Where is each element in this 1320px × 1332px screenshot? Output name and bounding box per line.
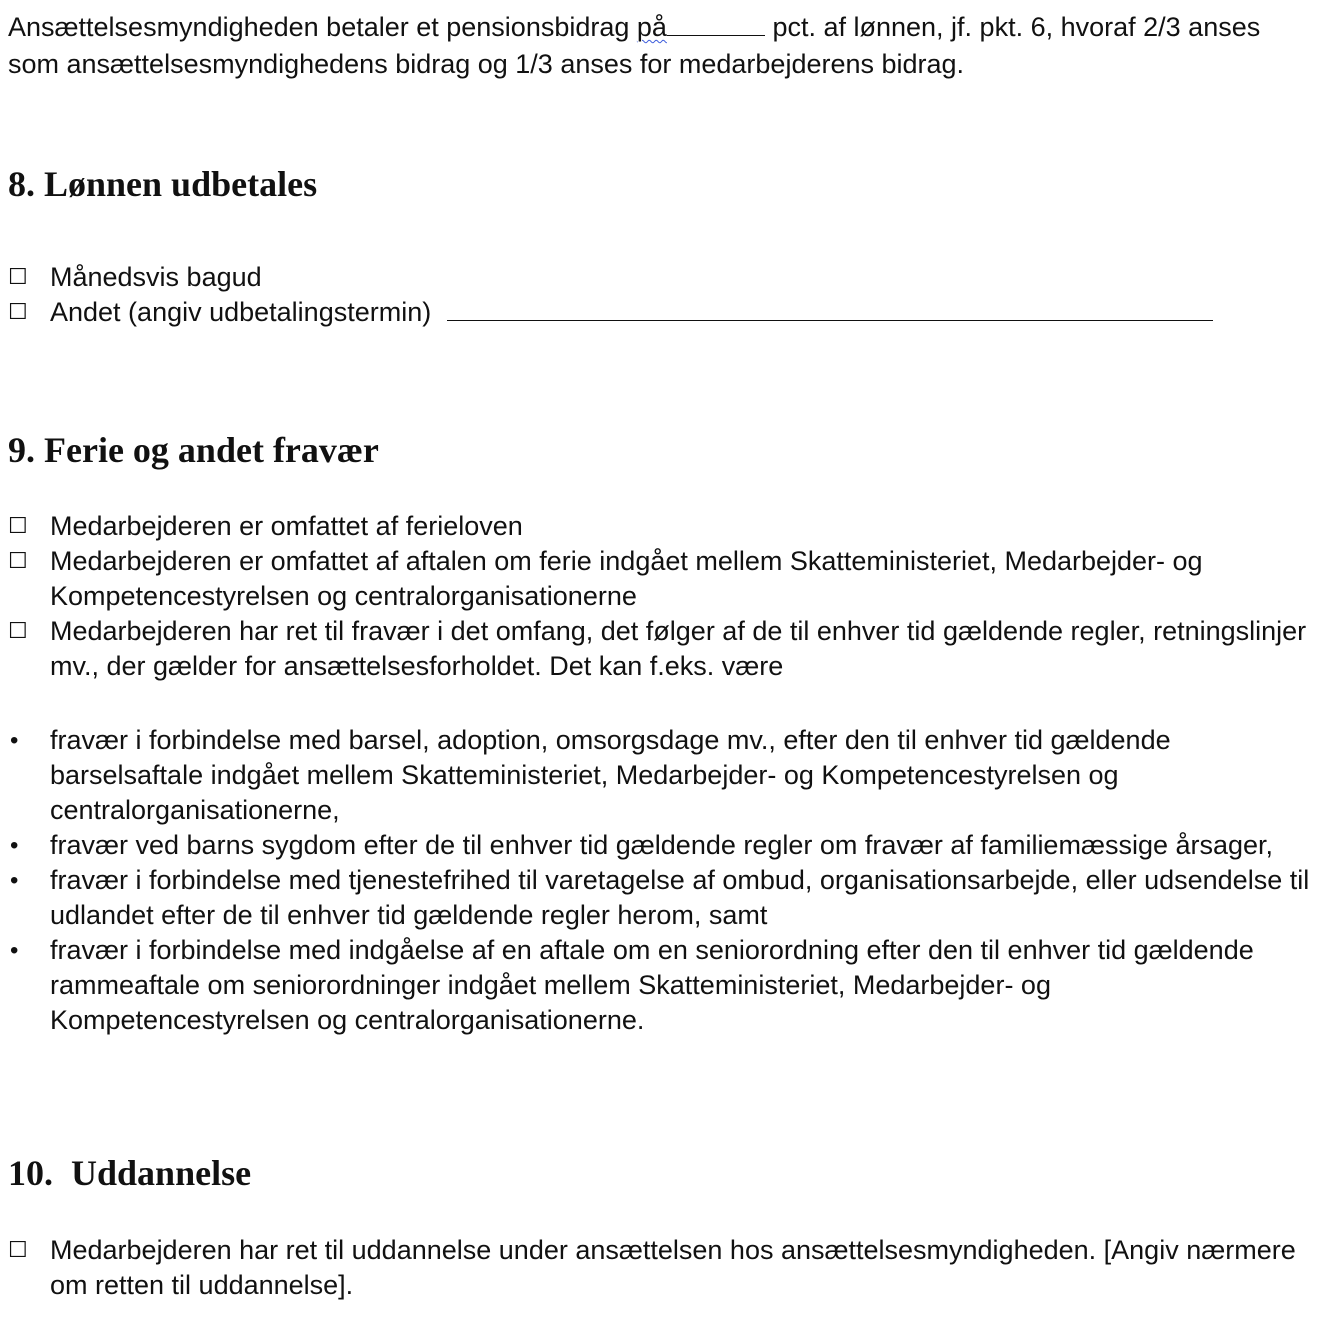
checkbox-icon[interactable]: ☐	[8, 300, 28, 325]
option-monthly	[8, 260, 1313, 295]
checkbox-icon[interactable]: ☐	[8, 619, 28, 644]
option-education	[8, 1233, 1313, 1303]
section-9-options	[8, 509, 1313, 684]
option-label: Medarbejderen har ret til uddannelse under ansættelsen hos ansættelsesmyndigheden. [Angiv nærmere om retten til uddannelse].	[50, 1235, 1296, 1300]
option-holiday-agreement	[8, 544, 1313, 614]
section-9-title: Ferie og andet fravær	[44, 430, 379, 470]
pension-text-before: Ansættelsesmyndigheden betaler et pensionsbidrag	[8, 12, 637, 42]
section-8-heading	[8, 162, 317, 206]
checkbox-icon[interactable]: ☐	[8, 1238, 28, 1263]
section-8-title: Lønnen udbetales	[44, 164, 318, 204]
absence-bullet-list	[8, 723, 1313, 1038]
option-label: Medarbejderen er omfattet af aftalen om ferie indgået mellem Skatteministeriet, Medarbejder- og Kompetencestyrelsen og centralorganisationerne	[50, 546, 1203, 611]
section-8-number: 8.	[8, 164, 35, 204]
bullet-text: fravær i forbindelse med barsel, adoption, omsorgsdage mv., efter den til enhver tid gældende barselsaftale indgået mellem Skatteministeriet, Medarbejder- og Kompetencestyrelsen og centralorganisationerne,	[50, 725, 1171, 825]
checkbox-icon[interactable]: ☐	[8, 265, 28, 290]
checkbox-icon[interactable]: ☐	[8, 514, 28, 539]
section-10-number: 10.	[8, 1153, 53, 1193]
section-10-heading	[8, 1151, 251, 1195]
option-absence-rights	[8, 614, 1313, 684]
option-label: Månedsvis bagud	[50, 262, 262, 292]
option-holiday-act	[8, 509, 1313, 544]
section-9-number: 9.	[8, 430, 35, 470]
pension-percent-blank[interactable]	[667, 34, 765, 36]
option-label: Medarbejderen er omfattet af ferieloven	[50, 511, 523, 541]
list-item	[8, 828, 1313, 863]
option-label: Andet (angiv udbetalingstermin)	[50, 297, 432, 327]
list-item	[8, 933, 1313, 1038]
bullet-text: fravær ved barns sygdom efter de til enhver tid gældende regler om fravær af familiemæssige årsager,	[50, 830, 1274, 860]
spellcheck-word: på	[636, 12, 667, 42]
pension-text-after: pct. af lønnen, jf. pkt. 6, hvoraf 2/3 anses som ansættelsesmyndighedens bidrag og 1/3 anses for medarbejderens bidrag.	[8, 12, 1261, 79]
bullet-text: fravær i forbindelse med tjenestefrihed til varetagelse af ombud, organisationsarbejde, eller udsendelse til udlandet efter de til enhver tid gældende regler herom, samt	[50, 865, 1310, 930]
section-8-options	[8, 260, 1313, 330]
option-other	[8, 295, 1313, 330]
bullet-icon: •	[10, 832, 19, 859]
bullet-icon: •	[10, 867, 19, 894]
section-10-title: Uddannelse	[71, 1153, 252, 1193]
list-item	[8, 863, 1313, 933]
pension-paragraph	[8, 9, 1313, 83]
bullet-text: fravær i forbindelse med indgåelse af en aftale om en seniorordning efter den til enhver tid gældende rammeaftale om seniorordninger indgået mellem Skatteministeriet, Medarbejder- og Kompetencestyrelsen og centralorganisationerne.	[50, 935, 1254, 1035]
list-item	[8, 723, 1313, 828]
payment-term-blank[interactable]	[447, 319, 1213, 321]
section-10-options	[8, 1233, 1313, 1303]
section-9-heading	[8, 428, 379, 472]
bullet-icon: •	[10, 937, 19, 964]
option-label: Medarbejderen har ret til fravær i det omfang, det følger af de til enhver tid gældende regler, retningslinjer mv., der gælder for ansættelsesforholdet. Det kan f.eks. være	[50, 616, 1307, 681]
checkbox-icon[interactable]: ☐	[8, 549, 28, 574]
bullet-icon: •	[10, 727, 19, 754]
